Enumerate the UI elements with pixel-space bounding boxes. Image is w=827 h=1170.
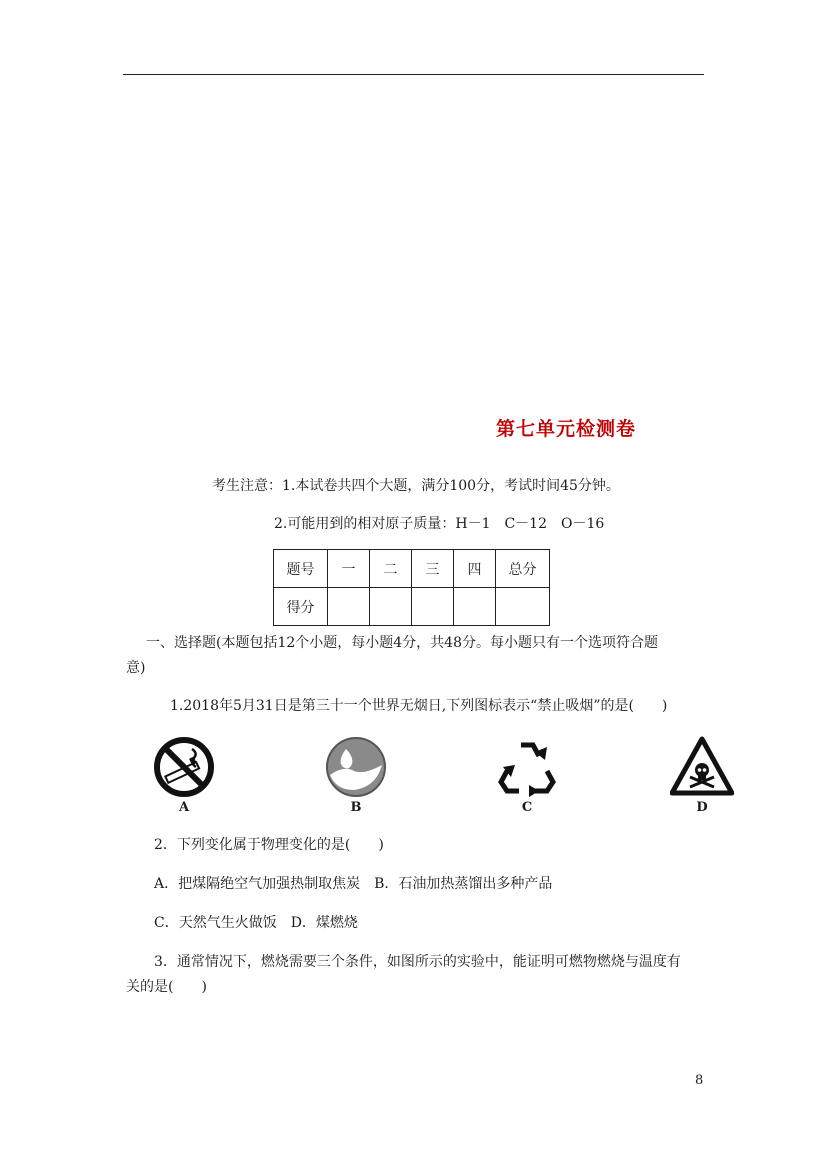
question-2-options-cd: C．天然气生火做饭 D．煤燃烧 <box>154 915 358 931</box>
score-input-cell[interactable] <box>454 588 496 626</box>
question-2-options-ab: A．把煤隔绝空气加强热制取焦炭 B．石油加热蒸馏出多种产品 <box>154 876 553 892</box>
section1-heading-line-1: 一、选择题(本题包括12个小题，每小题4分，共48分。每小题只有一个选项符合题 <box>146 635 658 651</box>
section1-heading-line-2: 意) <box>126 660 146 676</box>
table-cell: 二 <box>370 550 412 588</box>
table-cell: 得分 <box>274 588 328 626</box>
notice-line-1: 考生注意：1.本试卷共四个大题，满分100分，考试时间45分钟。 <box>212 478 620 494</box>
score-input-cell[interactable] <box>370 588 412 626</box>
water-saving-icon <box>324 735 388 799</box>
page-number: 8 <box>695 1073 704 1088</box>
table-cell: 四 <box>454 550 496 588</box>
question-3-line-1: 3．通常情况下，燃烧需要三个条件，如图所示的实验中，能证明可燃物燃烧与温度有 <box>154 954 681 970</box>
score-input-cell[interactable] <box>412 588 454 626</box>
question-1-text: 1.2018年5月31日是第三十一个世界无烟日,下列图标表示“禁止吸烟”的是( ) <box>170 698 668 714</box>
score-table-header-row <box>274 550 550 588</box>
option-label: A <box>178 800 190 815</box>
page-title: 第七单元检测卷 <box>496 418 637 440</box>
question-3-line-2: 关的是( ) <box>126 979 207 995</box>
table-cell: 三 <box>412 550 454 588</box>
notice-line-2: 2.可能用到的相对原子质量：H－1 C－12 O－16 <box>274 516 605 532</box>
toxic-hazard-icon <box>670 735 734 799</box>
score-table <box>273 549 550 626</box>
header-rule <box>123 74 704 75</box>
table-cell: 一 <box>328 550 370 588</box>
recycle-icon <box>495 735 559 799</box>
no-smoking-icon <box>152 735 216 799</box>
score-input-cell[interactable] <box>496 588 550 626</box>
score-table-score-row <box>274 588 550 626</box>
option-label: D <box>696 800 708 815</box>
table-cell: 题号 <box>274 550 328 588</box>
score-input-cell[interactable] <box>328 588 370 626</box>
table-cell: 总分 <box>496 550 550 588</box>
question-2-text: 2．下列变化属于物理变化的是( ) <box>154 837 384 853</box>
option-label: B <box>350 800 362 815</box>
option-label: C <box>521 800 533 815</box>
